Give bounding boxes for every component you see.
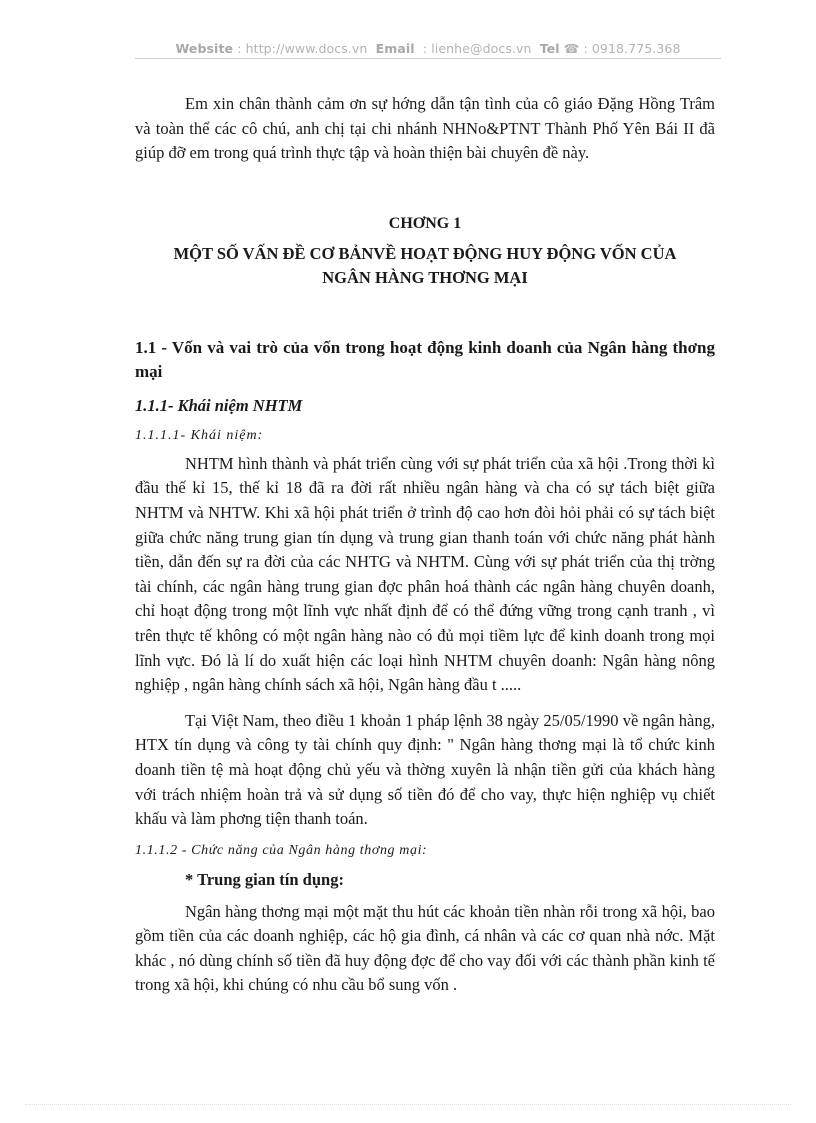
intro-paragraph: Em xin chân thành cảm ơn sự hớng dẫn tận tình của cô giáo Đặng Hồng Trâm và toàn thể các cô chú, anh chị tại chi nhánh NHNo&PTNT Thành Phố Yên Bái II đã giúp đỡ em trong quá trình thực tập và hoàn thiện bài chuyên đề này. [135,94,715,163]
email-value: : lienhe@docs.vn [422,41,532,56]
chapter-title-line-1: MỘT SỐ VẤN ĐỀ CƠ BẢNVỀ HOẠT ĐỘNG HUY ĐỘNG VỐN CỦA [173,243,677,263]
website-value: : http://www.docs.vn [237,41,368,56]
tel-value: : 0918.775.368 [583,41,681,56]
subsection-trung-gian-tin-dung: * Trung gian tín dụng: [185,869,344,889]
chapter-label: CHƠNG 1 [388,214,462,232]
chapter-title [135,242,715,290]
paragraph-khai-niem: NHTM hình thành và phát triển cùng với sự phát triển của xã hội .Trong thời kì đầu thế kỉ 15, thế kỉ 18 đã ra đời rất nhiều ngân hàng và cha có sự tách biệt giữa NHTM và NHTW. Khi xã hội phát triển ở trình độ cao hơn đòi hỏi phải có sự tách biệt giữa chức năng trung gian tín dụng và trung gian thanh toán với chức năng phát hành tiền, dẫn đến sự ra đời của các NHTG và NHTM. Cùng với sự phát triển của thị trờng tài chính, các ngân hàng trung gian đợc phân hoá thành các ngân hàng chuyên doanh, chỉ hoạt động trong một lĩnh vực nhất định để có thể đứng vững trong cạnh tranh , vì trên thực tế không có một ngân hàng nào có đủ mọi tiềm lực để kinh doanh trong mọi lĩnh vực. Đó là lí do xuất hiện các loại hình NHTM chuyên doanh: Ngân hàng nông nghiệp , ngân hàng chính sách xã hội, Ngân hàng đầu t ..... [135,453,715,695]
header-divider [135,58,721,59]
email-label: Email [375,41,415,56]
website-label: Website [175,41,234,56]
page-bottom-divider [25,1104,791,1105]
document-body [135,92,715,998]
tel-label: Tel [539,41,560,56]
chapter-title-line-2: NGÂN HÀNG THƠNG MẠI [322,267,528,287]
paragraph-ngan-hang-thuong-mai: Ngân hàng thơng mại một mặt thu hút các khoản tiền nhàn rỗi trong xã hội, bao gồm tiền của các doanh nghiệp, các hộ gia đình, cá nhân và các cơ quan nhà nớc. Mặt khác , nó dùng chính số tiền đã huy động đợc để cho vay đối với các thành phần kinh tế trong xã hội, khi chúng có nhu cầu bổ sung vốn . [135,901,715,995]
section-heading-1-1-1: 1.1.1- Khái niệm NHTM [135,395,303,415]
paragraph-tai-viet-nam: Tại Việt Nam, theo điều 1 khoản 1 pháp lệnh 38 ngày 25/05/1990 về ngân hàng, HTX tín dụng và công ty tài chính quy định: " Ngân hàng thơng mại là tổ chức kinh doanh tiền tệ mà hoạt động chủ yếu và thờng xuyên là nhận tiền gửi của khách hàng với trách nhiệm hoàn trả và sử dụng số tiền đó để cho vay, thực hiện nghiệp vụ chiết khấu và làm phơng tiện thanh toán. [135,710,715,829]
page-header [135,41,721,56]
section-heading-1-1-1-1: 1.1.1.1- Khái niệm: [135,427,264,443]
section-heading-1-1-1-2: 1.1.1.2 - Chức năng của Ngân hàng thơng mại: [135,842,428,858]
phone-icon: ☎ [563,41,580,56]
section-heading-1-1: 1.1 - Vốn và vai trò của vốn trong hoạt động kinh doanh của Ngân hàng thơng mại [135,337,715,381]
